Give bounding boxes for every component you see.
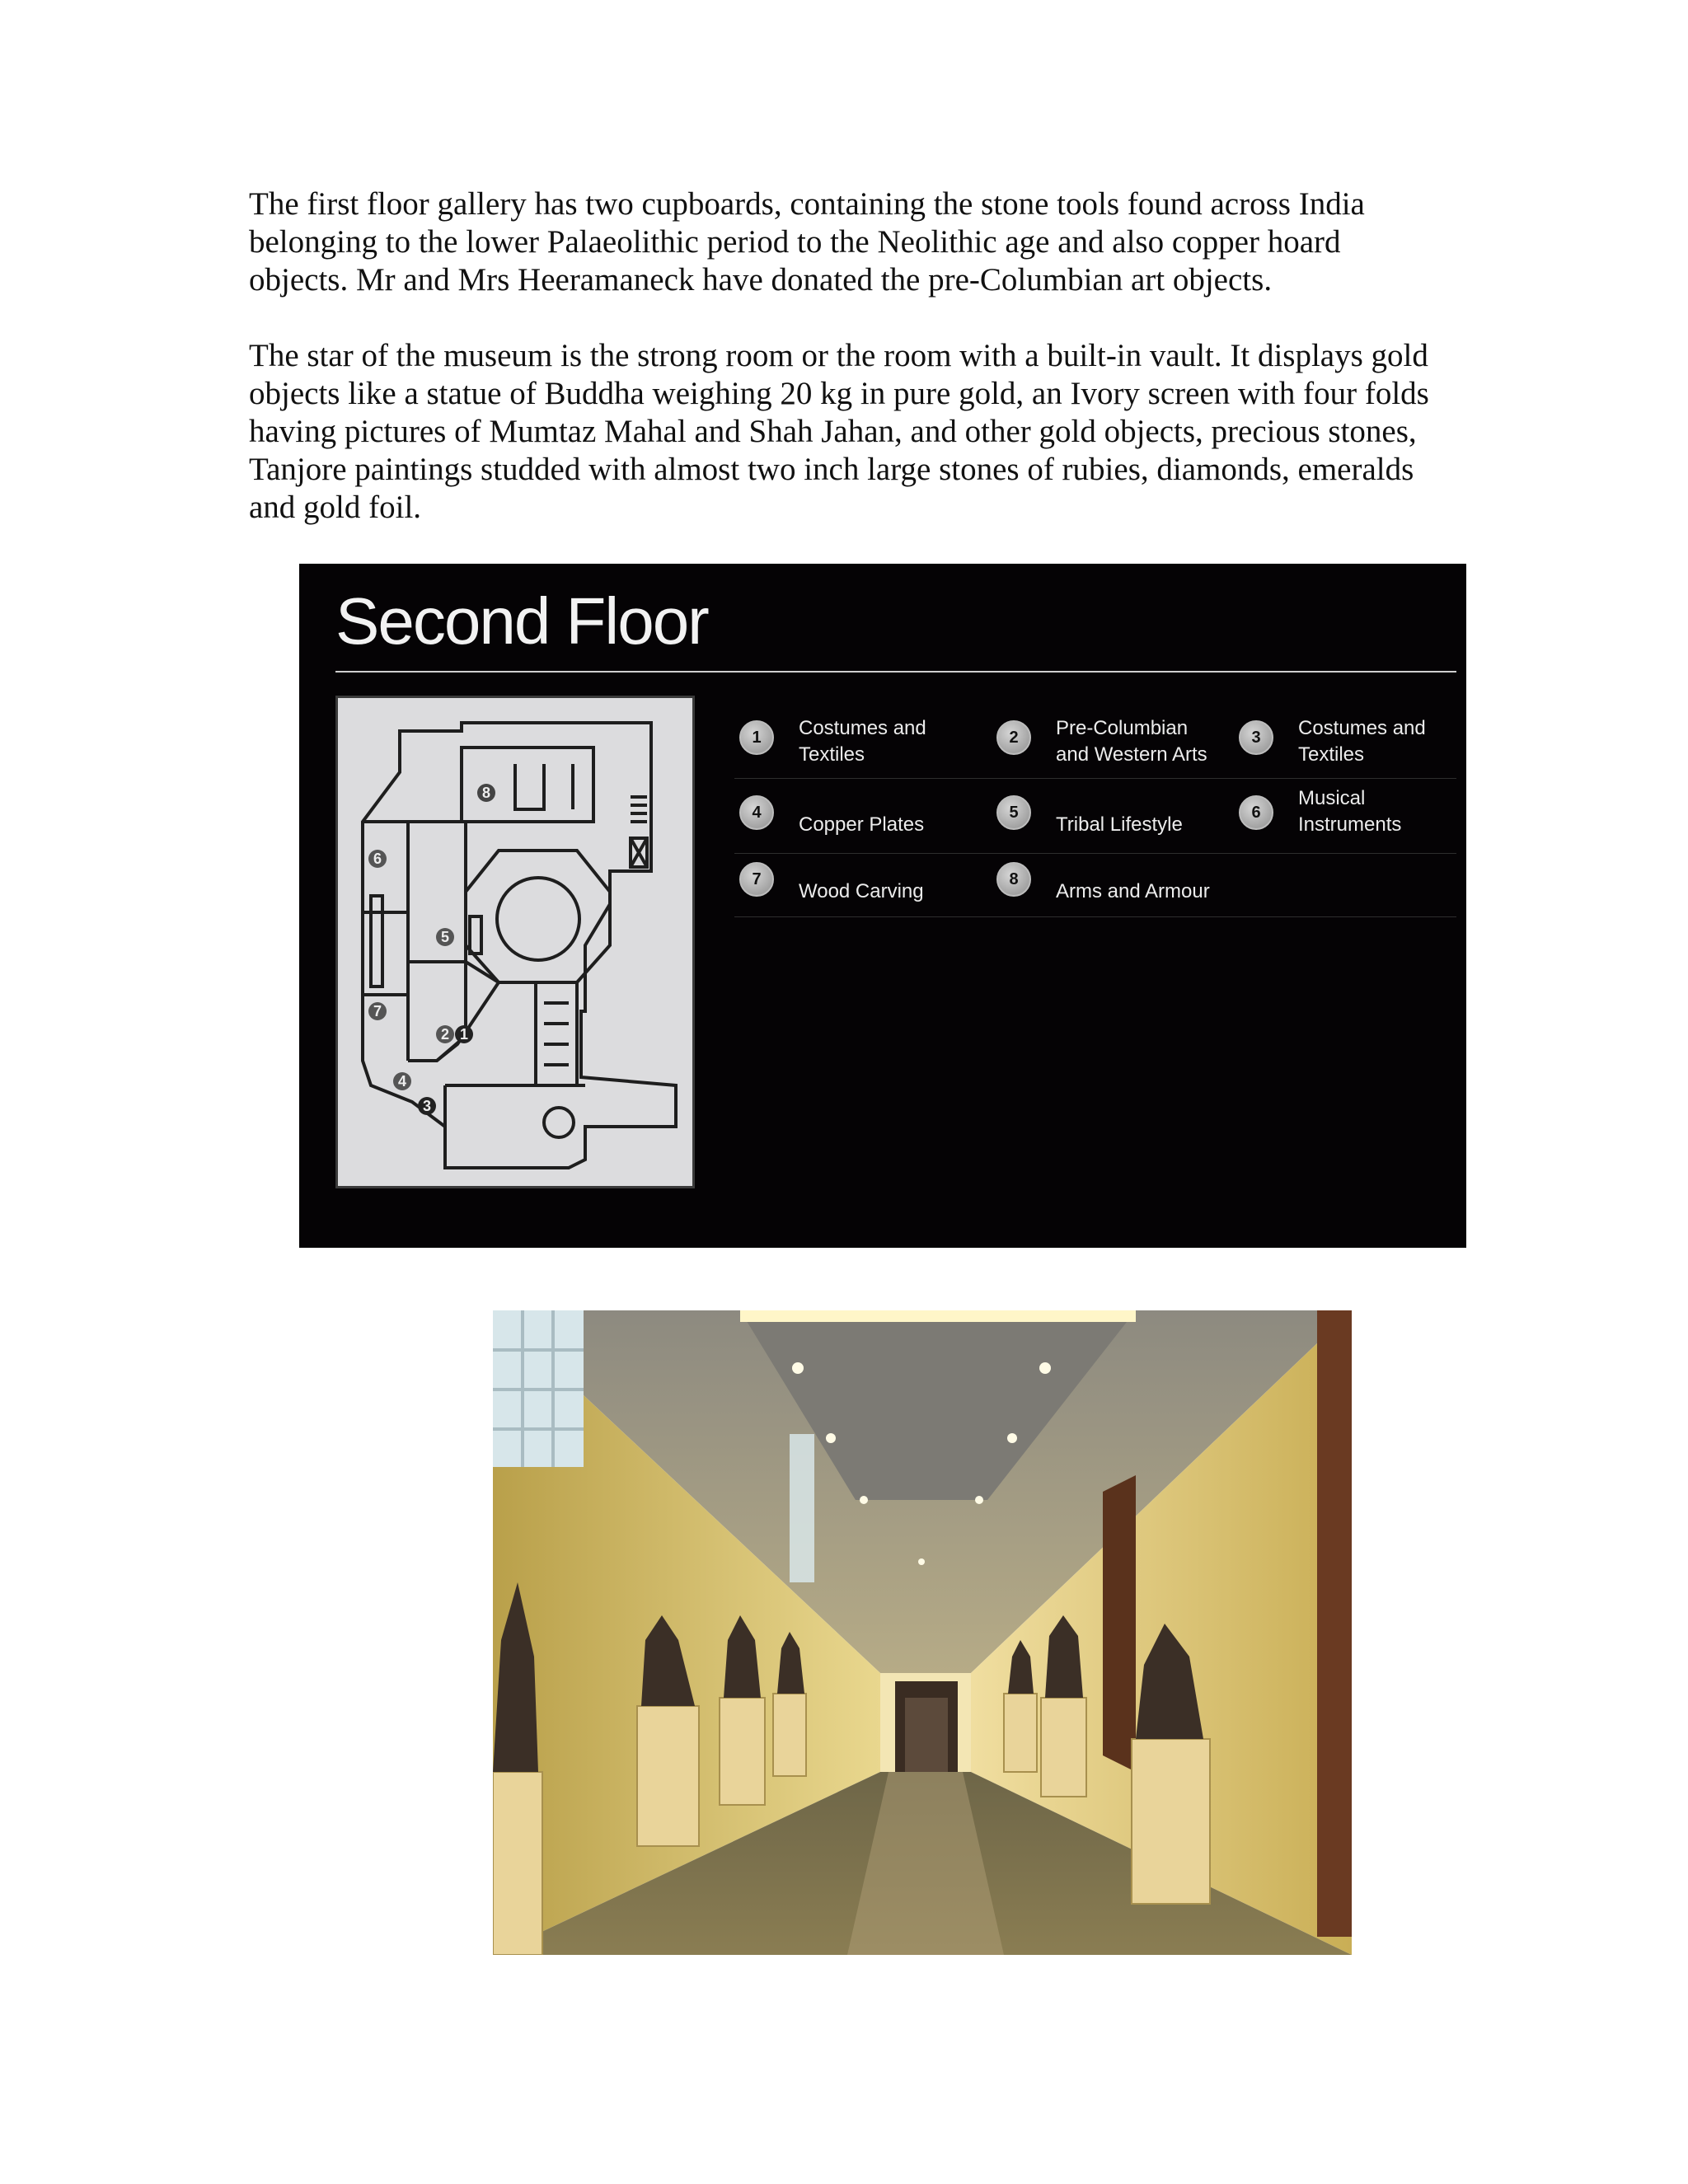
number-badge: 4: [739, 795, 774, 830]
number-badge: 7: [739, 862, 774, 897]
number-badge: 8: [996, 862, 1031, 897]
legend-label: Musical Instruments: [1298, 787, 1402, 836]
legend-row: [734, 704, 1456, 779]
floor-plan-drawing: [338, 698, 692, 1186]
number-badge: 1: [739, 720, 774, 755]
legend-item-tribal-lifestyle: [992, 779, 1239, 853]
svg-text:2: 2: [440, 1026, 450, 1043]
svg-text:5: 5: [440, 929, 450, 945]
map-marker-4: [393, 1072, 411, 1090]
legend-label: Tribal Lifestyle: [1056, 813, 1183, 836]
map-marker-7: [368, 1002, 387, 1020]
map-marker-3: [418, 1097, 436, 1115]
legend-item-wood-carving: [734, 854, 982, 916]
museum-gallery-photo: [493, 1310, 1352, 1955]
panel-title: Second Floor: [335, 584, 708, 658]
title-divider: [335, 671, 1456, 673]
legend-item-costumes-textiles: [734, 704, 982, 778]
svg-text:8: 8: [481, 785, 491, 801]
map-marker-6: [368, 850, 387, 868]
legend-item-pre-columbian: [992, 704, 1239, 778]
number-badge: 2: [996, 720, 1031, 755]
svg-text:1: 1: [459, 1026, 469, 1043]
legend-row: [734, 854, 1456, 917]
svg-text:4: 4: [397, 1073, 407, 1090]
paragraph-first-floor: The first floor gallery has two cupboards, containing the stone tools found across India belonging to the lower Palaeolithic period to the Neolithic age and also copper hoard objects. Mr and Mrs Heeramaneck have donated the pre-Columbian art objects.: [249, 186, 1365, 298]
svg-text:3: 3: [422, 1098, 432, 1114]
legend-label: Pre-Columbian and Western Arts: [1056, 717, 1207, 766]
legend-label: Costumes and Textiles: [799, 717, 926, 766]
gallery-corridor-illustration: [493, 1310, 1352, 1955]
second-floor-panel: [299, 564, 1466, 1248]
map-marker-5: [436, 928, 454, 946]
number-badge: 3: [1239, 720, 1273, 755]
svg-text:6: 6: [373, 851, 382, 867]
map-marker-2: [436, 1025, 454, 1043]
number-badge: 6: [1239, 795, 1273, 830]
legend-item-musical-instruments: [1234, 779, 1456, 853]
svg-text:7: 7: [373, 1003, 382, 1019]
map-marker-1: [455, 1025, 473, 1043]
legend-item-copper-plates: [734, 779, 982, 853]
legend-label: Copper Plates: [799, 813, 925, 836]
floor-plan-map: [335, 696, 695, 1188]
legend-label: Wood Carving: [799, 880, 924, 902]
number-badge: 5: [996, 795, 1031, 830]
map-marker-8: [477, 784, 495, 802]
legend-label: Costumes and Textiles: [1298, 717, 1426, 766]
legend-item-costumes-textiles-2: [1234, 704, 1456, 778]
gallery-legend: [734, 704, 1456, 917]
legend-label: Arms and Armour: [1056, 880, 1210, 902]
paragraph-strong-room: The star of the museum is the strong room or the room with a built-in vault. It displays gold objects like a statue of Buddha weighing 20 kg in pure gold, an Ivory screen with four folds having pictures of Mumtaz Mahal and Shah Jahan, and other gold objects, precious stones, Tanjore paintings studded with almost two inch large stones of rubies, diamonds, emeralds and gold foil.: [249, 338, 1429, 525]
legend-item-arms-armour: [992, 854, 1239, 916]
legend-row: [734, 779, 1456, 854]
